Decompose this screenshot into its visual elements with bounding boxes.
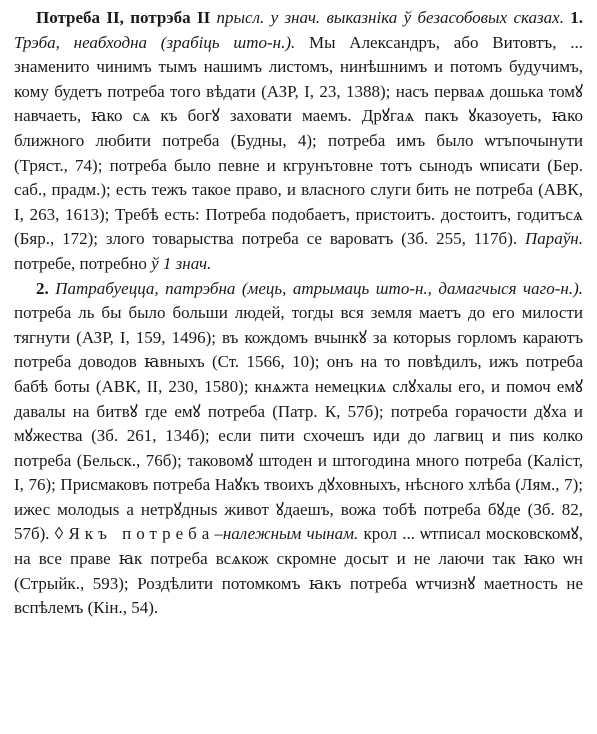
idiom-separator: – <box>214 524 223 544</box>
sense-citations-1: Мы Александръ, або Витовтъ, ... знаменито чинимъ тымъ нашимъ листомъ, нинѣшнимъ и потомъ будучимъ, кому будетъ потреба того вѣдати (АЗР, I, 23, 1388); насъ перваѧ дошька томꙋ навчаеть, ꙗко сѧ къ богꙋ заховати маемъ. Дрꙋгаѧ пакъ ꙋказоуеть, ꙗко ближного любити потреба (Будны, 4); потреба имъ было ѡтъпочынути (Тряст., 74); потреба было певне и кгрунътовне тотъ сынодъ ѡписати (Бер. саб., прадм.); есть тежъ такое право, и власного слуги бить не потреба (АВК, I, 263, 1613); Требѣ есть: Потреба подобаетъ, пристоитъ. достоитъ, годитъсѧ (Бяр., 172); злого товарыства потреба се вароватъ (Зб. 255, 117б). <box>14 32 583 249</box>
idiom-citations: крол ... ѡтписал московскомꙋ, на все праве ꙗк потреба всѧкож скромне досыт и не лаючи так ꙗко ѡн (Стрыйк., 593); Роздѣлити потомкомъ ꙗкъ потреба ѡтчизнꙋ маетность не вспѣлемъ (Кін., 54). <box>14 524 583 618</box>
idiom-definition: належным чынам. <box>222 524 359 544</box>
sense-definition-2: Патрабуецца, патрэбна (мець, атрымаць што-н., дамагчыся чаго-н.). <box>55 278 583 298</box>
entry-sense-1 <box>14 6 583 277</box>
sense-citations-2: потреба ль бы было больши людей, тогды вся земля маетъ до его милости тягнути (АЗР, I, 159, 1496); въ кождомъ вчынкꙋ за которыѕ горломъ караютъ потреба доводов ꙗвныхъ (Ст. 1566, 10); онъ на то повѣдилъ, ижъ потреба бабѣ боты (АВК, II, 230, 1580); кнѧжта немецкиѧ слꙋхалы его, и помоч емꙋ давалы на битвꙋ где емꙋ потреба (Патр. К, 57б); потреба горачости дꙋха и мꙋжества (Зб. 261, 134б); если пити схочешъ иди до лагвиц и пиѕ колко потреба (Бельск., 76б); таковомꙋ штоден и штогодина много потреба (Каліст, I, 76); Присмаковъ потреба Наꙋкъ твоихъ дꙋховныхъ, нѣсного хлѣба (Лям., 7); ижес молодыѕ а нетрꙋдныѕ живот ꙋдаешъ, вожа тобѣ потреба бꙋде (Зб. 82, 57б). ◊ <box>14 303 583 544</box>
compare-ref: ў 1 знач. <box>151 253 212 273</box>
compare-words: потребе, потребно <box>14 253 147 273</box>
sense-number-2: 2. <box>36 278 49 298</box>
entry-sense-2 <box>14 277 583 621</box>
idiom-phrase: Якъ потреба <box>68 524 215 544</box>
sense-number-1: 1. <box>570 8 584 27</box>
sense-definition-1: Трэба, неабходна (зрабіць што-н.). <box>14 32 296 52</box>
headword: Потреба II, потрэба II <box>36 8 211 27</box>
compare-label: Параўн. <box>524 229 583 249</box>
intro-gloss: прысл. у знач. выказніка ў безасобовых сказах. <box>216 8 564 27</box>
